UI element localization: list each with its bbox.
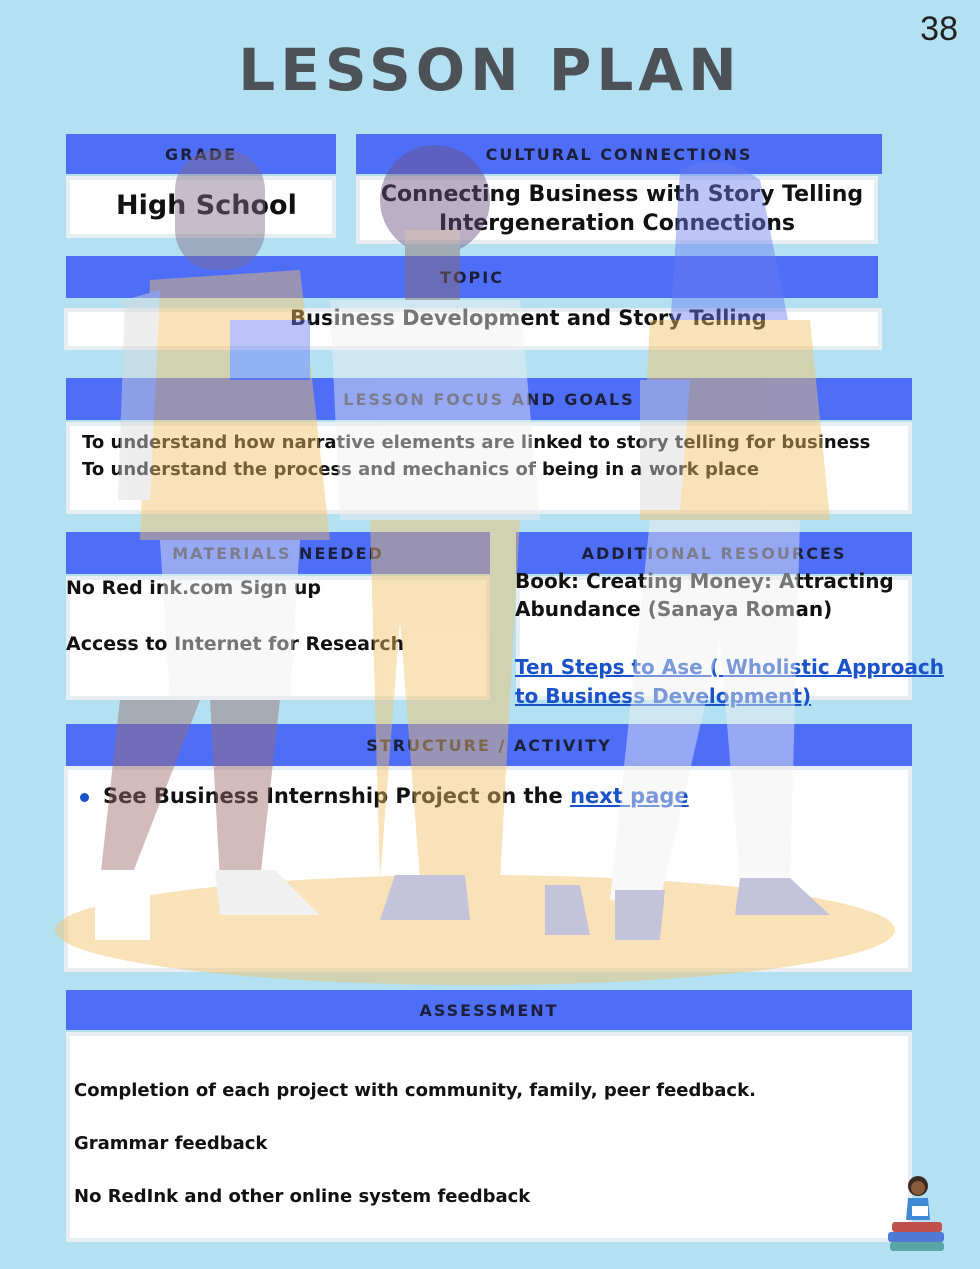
structure-bullet-item [80,784,689,808]
grade-header: GRADE [66,134,336,174]
cultural-box [356,176,878,244]
focus-line-2: To understand the process and mechanics of being in a work place [82,459,760,480]
grade-box [66,176,336,238]
focus-line-1: To understand how narrative elements are linked to story telling for business [82,432,871,453]
materials-item-1: No Red ink.com Sign up [66,577,321,599]
cultural-line-2: Intergeneration Connections [438,211,796,236]
assessment-item-2: Grammar feedback [74,1133,268,1154]
materials-item-2: Access to Internet for Research [66,633,405,655]
materials-header: MATERIALS NEEDED [66,532,490,574]
resources-link-line-1[interactable]: Ten Steps to Ase ( Wholistic Approach [515,655,944,679]
focus-box [66,422,912,514]
resources-book-line-2: Abundance (Sanaya Roman) [515,597,833,621]
cultural-header: CULTURAL CONNECTIONS [356,134,882,174]
structure-bullet-text: See Business Internship Project on the [103,784,571,808]
topic-value: Business Development and Story Telling [290,306,767,330]
reader-on-books-icon [882,1172,952,1256]
assessment-box [66,1032,912,1242]
assessment-header: ASSESSMENT [66,990,912,1030]
topic-header: TOPIC [66,256,878,298]
resources-link-line-2[interactable]: to Business Development) [515,684,812,708]
focus-header: LESSON FOCUS AND GOALS [66,378,912,420]
grade-value: High School [116,190,297,221]
structure-header: STRUCTURE / ACTIVITY [66,724,912,766]
bullet-dot-icon [80,793,89,802]
resources-book-line-1: Book: Creating Money: Attracting [515,569,894,593]
resources-header: ADDITIONAL RESOURCES [516,532,912,574]
next-page-link[interactable]: next page [570,784,689,808]
assessment-item-1: Completion of each project with community, family, peer feedback. [74,1080,756,1101]
topic-box [64,308,882,350]
page-number: 38 [920,10,958,48]
page-title: LESSON PLAN [238,36,742,104]
cultural-line-1: Connecting Business with Story Telling [380,182,864,207]
assessment-item-3: No RedInk and other online system feedback [74,1186,531,1207]
resources-box [516,576,912,700]
